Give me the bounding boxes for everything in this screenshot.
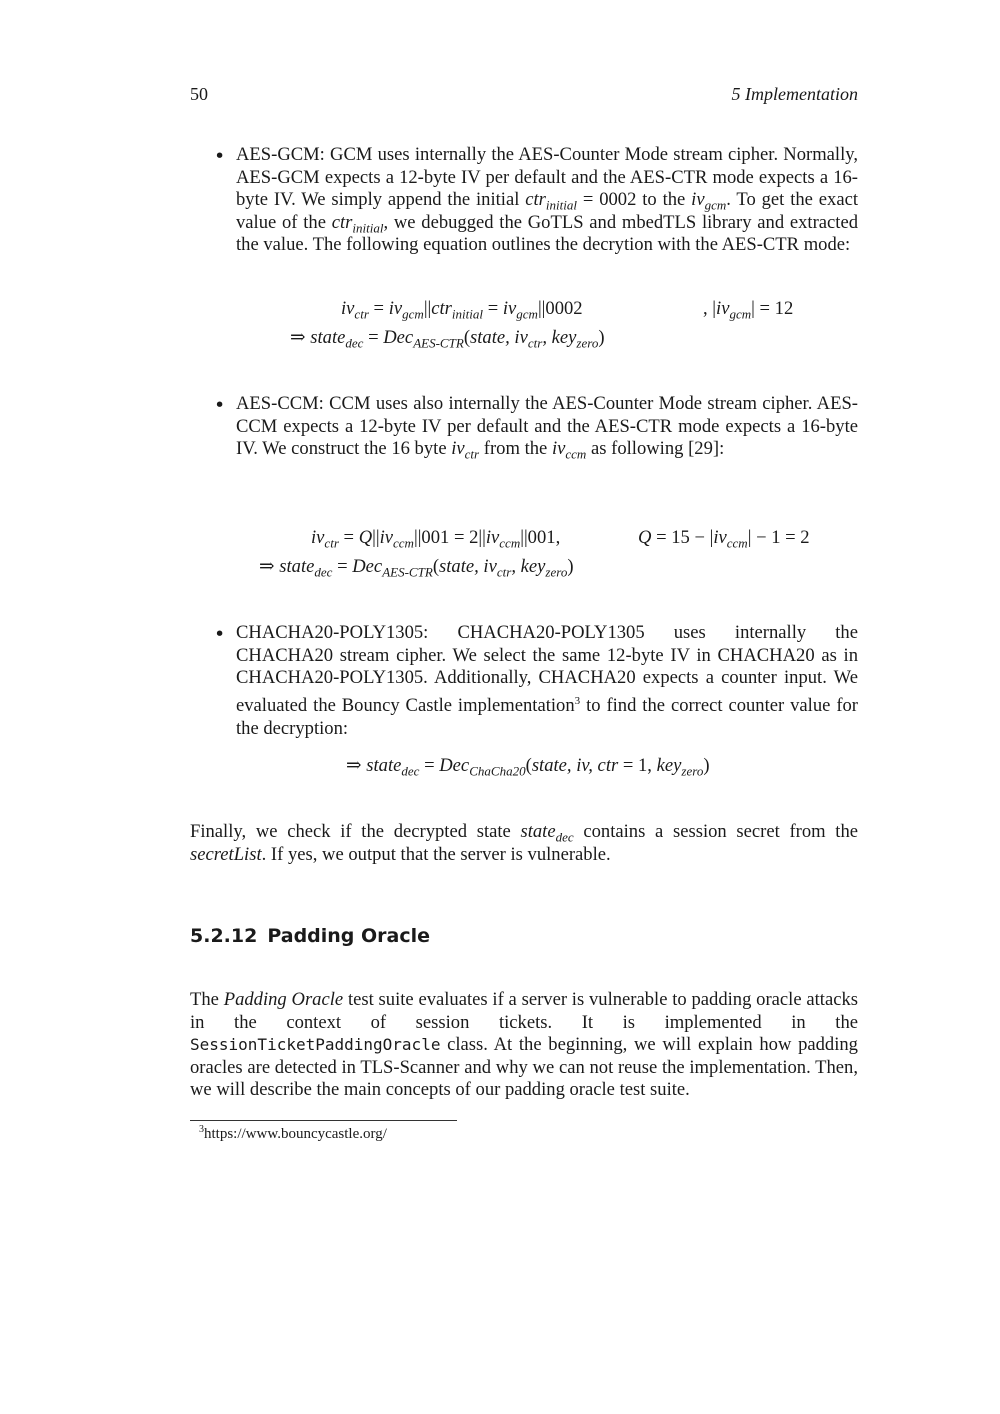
ccm-text-2: from the — [483, 438, 548, 460]
secret-list-term: secretList — [190, 843, 262, 865]
page-number: 50 — [190, 84, 208, 104]
chacha-paragraph — [236, 622, 858, 740]
gcm-text-1: AES-GCM: GCM uses internally the AES-Counter Mode stream cipher. Normally, AES-GCM expects a 12-byte IV per default and the AES-CTR mode expects a 16-byte IV. We simply append the initial — [236, 144, 858, 211]
padding-oracle-term: Padding Oracle — [223, 989, 344, 1010]
chacha-text-1: CHACHA20-POLY1305: CHACHA20-POLY1305 uses internally the CHACHA20 stream cipher. We select the same 12-byte IV in CHACHA20 as in CHACHA20-POLY1305. Additionally, CHACHA20 expects a counter input. We evaluated the Bouncy Castle implementation — [236, 622, 858, 716]
footnote-rule — [190, 1120, 457, 1121]
ccm-equation-1: $iv_{ctr} = Q||iv_{ccm}||001 = 2||iv_{ccm}||001$, — [311, 527, 561, 551]
footnote — [199, 1124, 387, 1143]
gcm-equation-2: ⇒ state$_{dec}$ = Dec$_{AES-CTR}$(state, $iv_{ctr}$, key$_{zero}$) — [290, 327, 605, 351]
gcm-paragraph: AES-GCM: GCM uses internally the AES-Counter Mode stream cipher. Normally, AES-GCM expects a 12-byte IV per default and the AES-CTR mode expects a 16-byte IV. We simply append the initial ctr$_{initial}$ = 0002 to the $iv_{gcm}$. To get the exact value of the ctr$_{initial}$, we debugged the GoTLS and mbedTLS library and extracted the value. The following equation outlines the decrytion with the AES-CTR mode: — [236, 144, 858, 256]
gcm-text-3: . To get the exact value of the — [236, 189, 858, 233]
padding-oracle-paragraph — [190, 989, 858, 1102]
final-paragraph: Finally, we check if the decrypted state state$_{dec}$ contains a session secret from the secretList. If yes, we output that the server is vulnerable. — [190, 821, 858, 865]
ccm-equation-2: ⇒ state$_{dec}$ = Dec$_{AES-CTR}$(state, $iv_{ctr}$, key$_{zero}$) — [259, 556, 574, 580]
ccm-text-3: as following [29]: — [591, 438, 725, 460]
footnote-mark: 3 — [574, 694, 581, 707]
ccm-text-1: AES-CCM: CCM uses also internally the AES-Counter Mode stream cipher. AES-CCM expects a 12-byte IV per default and the AES-CTR mode expects a 16-byte IV. We construct the 16 byte — [236, 393, 858, 460]
ccm-equation-condition: $Q = 15 - |iv_{ccm}| - 1 = 2$ — [638, 527, 810, 551]
ccm-paragraph: AES-CCM: CCM uses also internally the AES-Counter Mode stream cipher. AES-CCM expects a 12-byte IV per default and the AES-CTR mode expects a 16-byte IV. We construct the 16 byte $iv_{ctr}$ from the $iv_{ccm}$ as following [29]: — [236, 393, 858, 462]
bullet-marker: • — [214, 394, 226, 416]
gcm-equation-condition: , $|iv_{gcm}| = 12$ — [703, 298, 794, 322]
final-text-1: Finally, we check if the decrypted state — [190, 821, 511, 842]
class-name: SessionTicketPaddingOracle — [190, 1035, 441, 1055]
bullet-marker: • — [214, 145, 226, 167]
footnote-number: 3 — [199, 1124, 204, 1135]
gcm-equation-1: $iv_{ctr} = iv_{gcm}||ctr_{initial} = iv_{gcm}||0002$ — [341, 298, 583, 322]
final-text-2: contains a session secret from the — [583, 821, 858, 842]
final-text-3: . If yes, we output that the server is vulnerable. — [261, 843, 611, 865]
running-header: 5 Implementation — [731, 84, 858, 104]
padding-text-1: The — [190, 989, 219, 1010]
section-number: 5.2.12 — [190, 925, 258, 947]
gcm-text-2: = 0002 to the — [582, 189, 686, 211]
padding-text-2: test suite evaluates if a server is vulnerable to padding oracle attacks in the context of session tickets. It is implemented in the — [190, 989, 859, 1033]
padding-text-3: class. At the beginning, we will explain how padding oracles are detected in TLS-Scanner and why we can not reuse the implementation. Then, we will describe the main concepts of our padding oracle test suite. — [190, 1034, 858, 1101]
footnote-link[interactable]: https://www.bouncycastle.org/ — [204, 1126, 387, 1142]
chacha-text-2: to find the correct counter value for the decryption: — [236, 694, 858, 739]
section-heading — [190, 925, 430, 947]
chacha-equation: ⇒ state$_{dec}$ = Dec$_{ChaCha20}$(state, iv, ctr = 1, key$_{zero}$) — [346, 755, 710, 779]
bullet-marker: • — [214, 623, 226, 645]
section-title: Padding Oracle — [267, 925, 431, 947]
gcm-text-4: , we debugged the GoTLS and mbedTLS library and extracted the value. The following equation outlines the decrytion with the AES-CTR mode: — [236, 211, 858, 256]
